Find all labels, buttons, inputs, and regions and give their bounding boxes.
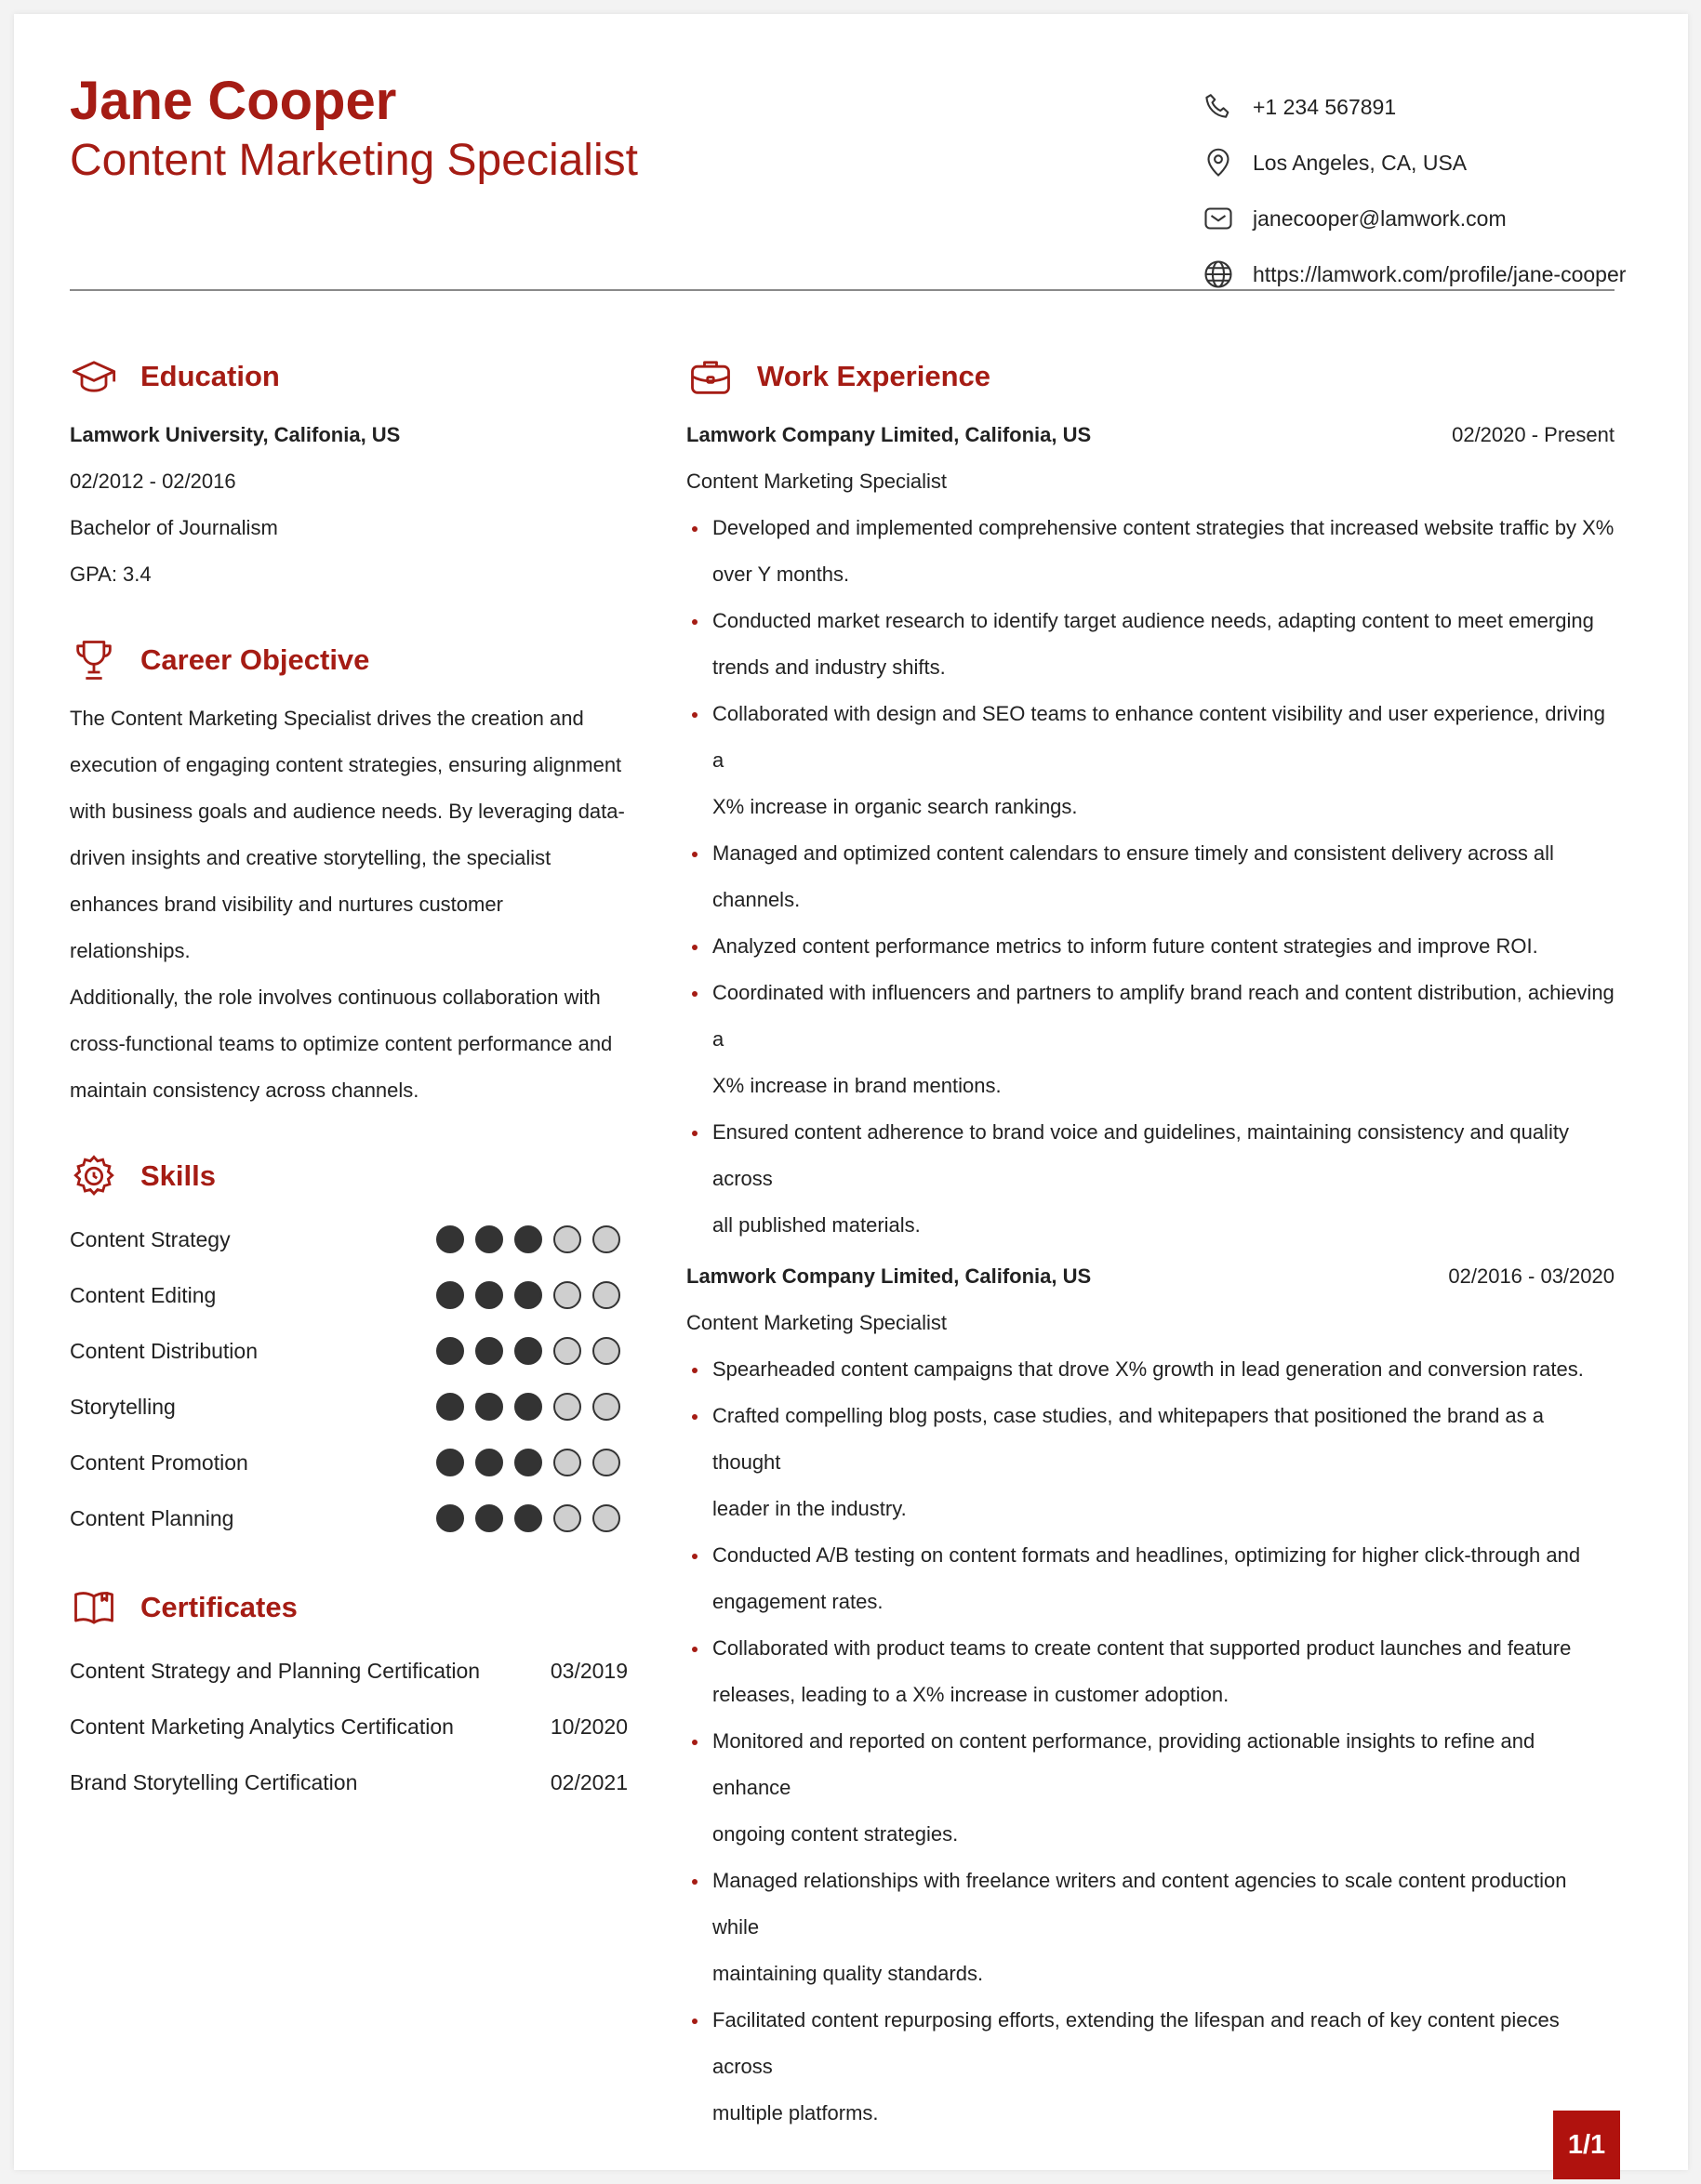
bullet-line: trends and industry shifts.: [712, 655, 946, 679]
certificate-row: [70, 1754, 628, 1810]
rating-dot-empty: [553, 1281, 581, 1309]
bullet-line: Facilitated content repurposing efforts, extending the lifespan and reach of key content pieces across: [712, 2008, 1560, 2078]
rating-dot-filled: [436, 1225, 464, 1253]
skill-name: Content Planning: [70, 1505, 234, 1530]
job-dates: 02/2016 - 03/2020: [1448, 1264, 1615, 1288]
resume-page: [14, 14, 1688, 2170]
book-icon: [70, 1583, 118, 1632]
contact-website[interactable]: [1202, 246, 1626, 302]
bullet-line: Ensured content adherence to brand voice and guidelines, maintaining consistency and quality across: [712, 1120, 1569, 1190]
header-divider: [70, 289, 1615, 291]
candidate-title: Content Marketing Specialist: [70, 135, 638, 185]
bullet-line: X% increase in brand mentions.: [712, 1074, 1002, 1097]
education-school: Lamwork University, Califonia, US: [70, 423, 401, 446]
rating-dot-filled: [436, 1504, 464, 1532]
left-column: [70, 349, 628, 1810]
rating-dot-filled: [475, 1449, 503, 1476]
skills-list: [70, 1211, 628, 1546]
gear-icon: [70, 1152, 118, 1200]
contact-text: +1 234 567891: [1253, 94, 1397, 119]
job-entry: [686, 1253, 1615, 2137]
job-company: Lamwork Company Limited, Califonia, US: [686, 1264, 1092, 1288]
rating-dot-filled: [475, 1393, 503, 1421]
skill-rating: [436, 1393, 620, 1421]
bullet-line: leader in the industry.: [712, 1497, 907, 1520]
rating-dot-filled: [475, 1225, 503, 1253]
rating-dot-filled: [475, 1504, 503, 1532]
skill-name: Content Strategy: [70, 1226, 231, 1251]
contact-phone: [1202, 79, 1626, 135]
section-heading: [70, 1148, 628, 1204]
contact-email[interactable]: [1202, 191, 1626, 246]
education-dates: 02/2012 - 02/2016: [70, 470, 236, 493]
job-dates: 02/2020 - Present: [1452, 423, 1615, 446]
objective-line: with business goals and audience needs. By leveraging data-: [70, 800, 625, 823]
objective-line: execution of engaging content strategies, ensuring alignment: [70, 753, 622, 776]
rating-dot-filled: [436, 1449, 464, 1476]
bullet-line: Conducted A/B testing on content formats and headlines, optimizing for higher click-through and: [712, 1543, 1581, 1567]
certificate-name: Brand Storytelling Certification: [70, 1769, 358, 1794]
job-bullet: [686, 691, 1615, 830]
skill-rating: [436, 1337, 620, 1365]
rating-dot-empty: [592, 1393, 620, 1421]
bullet-line: Collaborated with design and SEO teams to enhance content visibility and user experience, driving a: [712, 702, 1605, 772]
skill-rating: [436, 1281, 620, 1309]
graduation-cap-icon: [70, 352, 118, 401]
education-gpa: GPA: 3.4: [70, 563, 152, 586]
bullet-line: Analyzed content performance metrics to inform future content strategies and improve ROI.: [712, 934, 1538, 958]
education-degree: Bachelor of Journalism: [70, 516, 278, 539]
skill-row: [70, 1379, 628, 1435]
certificate-date: 10/2020: [550, 1714, 628, 1739]
job-bullet: [686, 1532, 1615, 1625]
certificates-section: [70, 1580, 628, 1810]
objective-line: The Content Marketing Specialist drives the creation and: [70, 707, 584, 730]
job-bullet: [686, 830, 1615, 923]
section-title: Career Objective: [140, 643, 370, 676]
contact-text[interactable]: https://lamwork.com/profile/jane-cooper: [1253, 261, 1627, 286]
skill-name: Content Promotion: [70, 1449, 248, 1475]
section-title: Work Experience: [757, 360, 990, 392]
certificate-name: Content Strategy and Planning Certification: [70, 1658, 481, 1683]
rating-dot-empty: [592, 1337, 620, 1365]
job-header: [686, 1253, 1615, 1300]
phone-icon: [1202, 90, 1235, 124]
education-section: [70, 349, 628, 598]
job-bullet: [686, 1997, 1615, 2137]
rating-dot-filled: [475, 1337, 503, 1365]
objective-line: driven insights and creative storytelling, the specialist: [70, 846, 551, 869]
rating-dot-filled: [514, 1225, 542, 1253]
skill-name: Storytelling: [70, 1394, 176, 1419]
skill-row: [70, 1323, 628, 1379]
job-header: [686, 412, 1615, 458]
job-bullet: [686, 1109, 1615, 1249]
rating-dot-empty: [592, 1281, 620, 1309]
trophy-icon: [70, 636, 118, 684]
rating-dot-filled: [436, 1337, 464, 1365]
rating-dot-filled: [514, 1504, 542, 1532]
rating-dot-empty: [553, 1504, 581, 1532]
job-bullet: [686, 598, 1615, 691]
rating-dot-filled: [436, 1281, 464, 1309]
certificate-date: 02/2021: [550, 1769, 628, 1794]
rating-dot-filled: [514, 1337, 542, 1365]
bullet-line: Managed relationships with freelance writers and content agencies to scale content production while: [712, 1869, 1567, 1939]
bullet-line: over Y months.: [712, 563, 850, 586]
bullet-line: engagement rates.: [712, 1590, 884, 1613]
skills-section: [70, 1148, 628, 1546]
job-entry: [686, 412, 1615, 1249]
certificate-row: [70, 1643, 628, 1699]
rating-dot-filled: [514, 1393, 542, 1421]
objective-line: cross-functional teams to optimize content performance and: [70, 1032, 613, 1055]
objective-line: Additionally, the role involves continuous collaboration with: [70, 986, 601, 1009]
job-bullet: [686, 1858, 1615, 1997]
bullet-line: Spearheaded content campaigns that drove X% growth in lead generation and conversion rates.: [712, 1357, 1584, 1381]
rating-dot-empty: [553, 1225, 581, 1253]
globe-icon: [1202, 258, 1235, 291]
bullet-line: Developed and implemented comprehensive content strategies that increased website traffic by X%: [712, 516, 1615, 539]
rating-dot-empty: [592, 1504, 620, 1532]
skill-rating: [436, 1504, 620, 1532]
skill-rating: [436, 1449, 620, 1476]
bullet-line: all published materials.: [712, 1213, 921, 1237]
rating-dot-filled: [514, 1449, 542, 1476]
skill-rating: [436, 1225, 620, 1253]
job-bullet: [686, 1346, 1615, 1393]
location-icon: [1202, 146, 1235, 179]
job-bullet: [686, 505, 1615, 598]
rating-dot-filled: [436, 1393, 464, 1421]
bullet-line: Conducted market research to identify target audience needs, adapting content to meet emerging: [712, 609, 1594, 632]
contact-location: [1202, 135, 1626, 191]
objective-line: maintain consistency across channels.: [70, 1079, 419, 1102]
certificate-row: [70, 1699, 628, 1754]
job-bullet: [686, 923, 1615, 970]
skill-row: [70, 1211, 628, 1267]
section-heading: [686, 349, 1615, 404]
section-title: Certificates: [140, 1591, 298, 1623]
contact-list: [1202, 79, 1626, 302]
bullet-line: releases, leading to a X% increase in customer adoption.: [712, 1683, 1229, 1706]
skill-row: [70, 1435, 628, 1490]
bullet-line: maintaining quality standards.: [712, 1962, 984, 1985]
job-bullets: [686, 505, 1615, 1249]
job-bullet: [686, 1393, 1615, 1532]
rating-dot-empty: [592, 1449, 620, 1476]
bullet-line: Coordinated with influencers and partners to amplify brand reach and content distribution, achieving a: [712, 981, 1615, 1051]
certificate-name: Content Marketing Analytics Certification: [70, 1714, 454, 1739]
mail-icon: [1202, 202, 1235, 235]
career-objective-section: [70, 632, 628, 1114]
section-heading: [70, 632, 628, 688]
section-heading: [70, 1580, 628, 1635]
job-bullet: [686, 1718, 1615, 1858]
contact-text[interactable]: janecooper@lamwork.com: [1253, 205, 1507, 231]
bullet-line: Collaborated with product teams to create content that supported product launches and feature: [712, 1636, 1572, 1660]
section-title: Skills: [140, 1159, 216, 1192]
contact-text: Los Angeles, CA, USA: [1253, 150, 1468, 175]
objective-line: enhances brand visibility and nurtures customer relationships.: [70, 893, 503, 962]
rating-dot-filled: [514, 1281, 542, 1309]
candidate-name: Jane Cooper: [70, 71, 397, 131]
right-column: [686, 349, 1615, 2137]
bullet-line: multiple platforms.: [712, 2101, 879, 2124]
skill-row: [70, 1490, 628, 1546]
bullet-line: Monitored and reported on content performance, providing actionable insights to refine and enhance: [712, 1729, 1535, 1799]
briefcase-icon: [686, 352, 735, 401]
rating-dot-empty: [592, 1225, 620, 1253]
rating-dot-empty: [553, 1393, 581, 1421]
section-title: Education: [140, 360, 280, 392]
job-role: Content Marketing Specialist: [686, 470, 948, 493]
skill-row: [70, 1267, 628, 1323]
skill-name: Content Distribution: [70, 1338, 258, 1363]
section-heading: [70, 349, 628, 404]
rating-dot-empty: [553, 1449, 581, 1476]
bullet-line: channels.: [712, 888, 801, 911]
bullet-line: Crafted compelling blog posts, case studies, and whitepapers that positioned the brand as a thought: [712, 1404, 1544, 1474]
certificate-date: 03/2019: [550, 1658, 628, 1683]
skill-name: Content Editing: [70, 1282, 217, 1307]
page-indicator: 1/1: [1553, 2111, 1620, 2179]
bullet-line: ongoing content strategies.: [712, 1822, 959, 1846]
job-bullet: [686, 970, 1615, 1109]
work-list: [686, 412, 1615, 2137]
job-role: Content Marketing Specialist: [686, 1311, 948, 1334]
rating-dot-filled: [475, 1281, 503, 1309]
job-bullet: [686, 1625, 1615, 1718]
job-company: Lamwork Company Limited, Califonia, US: [686, 423, 1092, 446]
bullet-line: X% increase in organic search rankings.: [712, 795, 1078, 818]
job-bullets: [686, 1346, 1615, 2137]
rating-dot-empty: [553, 1337, 581, 1365]
bullet-line: Managed and optimized content calendars to ensure timely and consistent delivery across all: [712, 841, 1554, 865]
